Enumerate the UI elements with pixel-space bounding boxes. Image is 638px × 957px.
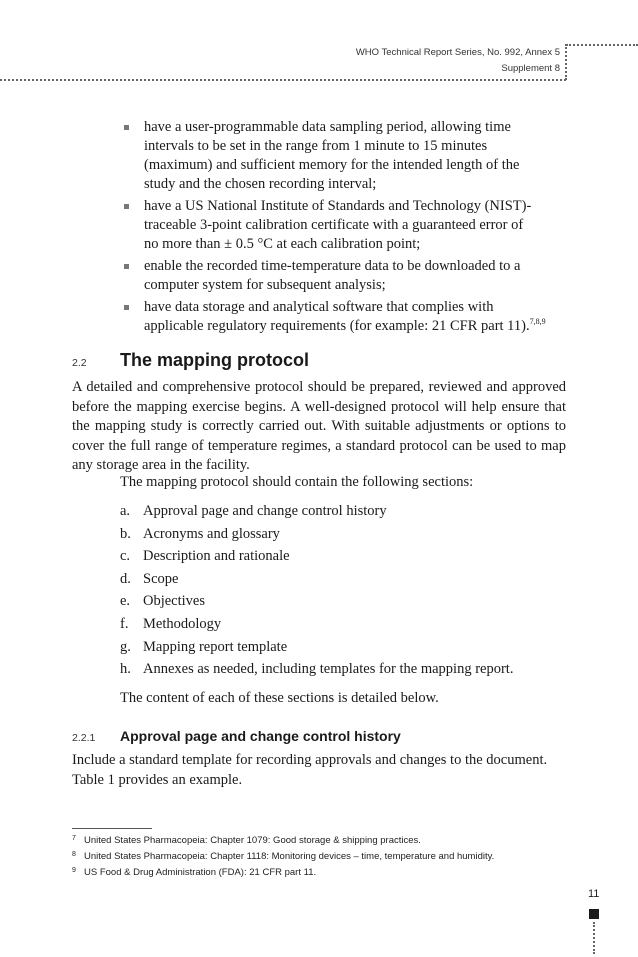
protocol-intro: The mapping protocol should contain the following sections: [120,474,474,490]
section-title: The mapping protocol [120,350,309,370]
page-marker-square-icon [589,909,599,919]
list-item: a. Approval page and change control history [120,503,387,519]
section-number: 2.2 [72,357,87,369]
running-header-series: WHO Technical Report Series, No. 992, Annex 5 [355,47,560,58]
header-dotted-rule-vertical [565,44,567,80]
square-bullet-icon [124,125,129,130]
section-title: Approval page and change control history [120,728,401,744]
list-item: b. Acronyms and glossary [120,525,280,542]
footnote-reference[interactable]: 7,8,9 [529,317,546,327]
footnote: 8 United States Pharmacopeia: Chapter 1118: Monitoring devices – time, temperature and humidity. [72,851,495,862]
protocol-outro: The content of each of these sections is detailed below. [120,690,439,706]
list-item: g. Mapping report template [120,638,288,655]
list-item: c. Description and rationale [120,548,290,565]
bullet-item: have a user-programmable data sampling period, allowing time intervals to be set in the range from 1 minute to 15 minutes (maximum) and sufficient memory for the intended length of the study and the chosen recording interval; [120,118,560,194]
list-item: f. Methodology [120,615,222,632]
section-heading-2-2-1 [72,728,401,746]
section-heading-2-2 [72,350,309,371]
footnote: 9 US Food & Drug Administration (FDA): 21 CFR part 11. [72,867,317,878]
bullet-item: have data storage and analytical software that complies with applicable regulatory requirements (for example: 21 CFR part 11).$^{7,8,9}$ [120,298,560,336]
section-paragraph: A detailed and comprehensive protocol should be prepared, reviewed and approved before the mapping exercise begins. A well-designed protocol will help ensure that the mapping study is correctly carried out. With suitable adjustments or options to cover the full range of temperature regimes, a standard protocol can be used to map any storage area in the facility. [72,379,566,473]
header-dotted-rule [0,79,566,81]
square-bullet-icon [124,264,129,269]
footnote: 7 United States Pharmacopeia: Chapter 1079: Good storage & shipping practices. [72,835,421,846]
list-item: e. Objectives [120,593,206,610]
square-bullet-icon [124,305,129,310]
header-dotted-rule-top [566,44,638,46]
footnote-rule [72,828,152,829]
page-number: 11 [588,888,600,900]
bullet-item: have a US National Institute of Standards and Technology (NIST)- traceable 3-point calibration certificate with a guaranteed error of no more than ± 0.5 °C at each calibration point; [120,197,560,254]
bullet-item: enable the recorded time-temperature data to be downloaded to a computer system for subsequent analysis; [120,257,560,295]
running-header-supplement: Supplement 8 [501,63,560,74]
page-marker-dotted-rule [593,922,595,954]
requirements-bullet-list [120,118,560,339]
section-paragraph: Include a standard template for recording approvals and changes to the document. Table 1 provides an example. [72,752,548,788]
protocol-sections-list [120,500,513,681]
section-number: 2.2.1 [72,732,96,744]
square-bullet-icon [124,204,129,209]
list-item: h. Annexes as needed, including templates for the mapping report. [120,661,514,678]
list-item: d. Scope [120,570,179,587]
